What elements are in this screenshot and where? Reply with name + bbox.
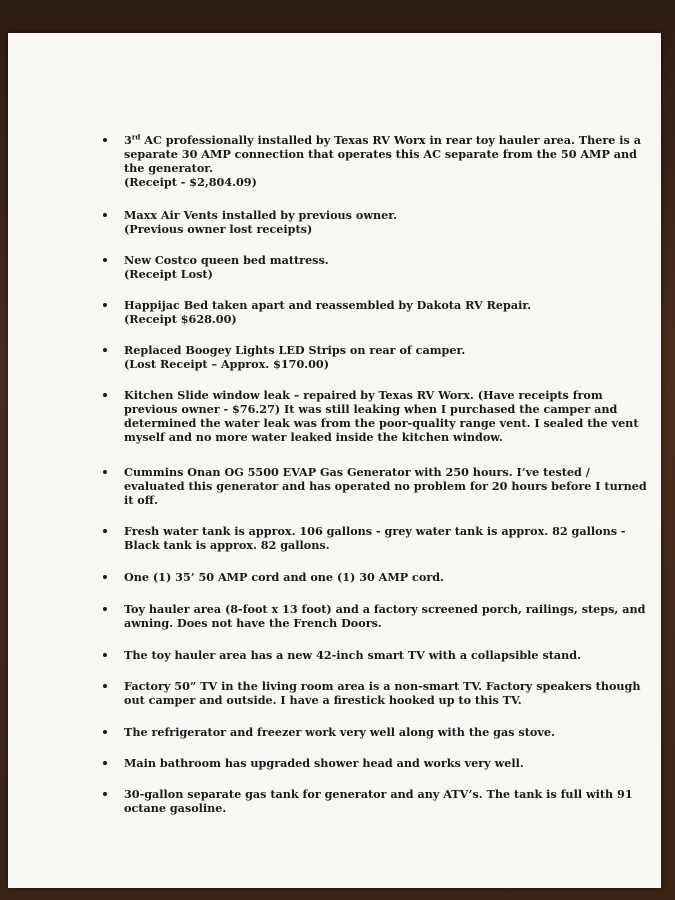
list-item: [98, 465, 647, 507]
item-line: 30-gallon separate gas tank for generator and any ATV’s. The tank is full with 91: [124, 787, 633, 801]
bullet-icon: [103, 470, 107, 474]
document-page: [8, 33, 661, 888]
ordinal-suffix: rd: [131, 132, 141, 142]
list-item: [98, 132, 641, 189]
item-line: the generator.: [124, 161, 214, 175]
item-line: New Costco queen bed mattress.: [124, 253, 329, 267]
bullet-icon: [103, 529, 107, 533]
item-line: Replaced Boogey Lights LED Strips on rear of camper.: [124, 343, 466, 357]
item-line: (Receipt $628.00): [124, 312, 237, 326]
list-item: [98, 388, 639, 444]
item-line: out camper and outside. I have a firestick hooked up to this TV.: [124, 693, 522, 707]
item-line: Toy hauler area (8-foot x 13 foot) and a factory screened porch, railings, steps, and: [124, 602, 646, 616]
bullet-icon: [103, 258, 107, 262]
bullet-icon: [103, 138, 107, 142]
ordinal-number: 3: [124, 133, 132, 147]
item-line: Happijac Bed taken apart and reassembled by Dakota RV Repair.: [124, 298, 532, 312]
bullet-icon: [103, 213, 107, 217]
bullet-icon: [103, 684, 107, 688]
list-item: [98, 602, 646, 630]
bullet-icon: [103, 393, 107, 397]
item-line: evaluated this generator and has operated no problem for 20 hours before I turned: [124, 479, 647, 493]
item-line: One (1) 35’ 50 AMP cord and one (1) 30 AMP cord.: [124, 570, 444, 584]
list-item: [98, 725, 593, 739]
list-item: [98, 648, 593, 662]
item-line: Main bathroom has upgraded shower head and works very well.: [124, 756, 524, 770]
bullet-icon: [103, 653, 107, 657]
item-line: Maxx Air Vents installed by previous owner.: [124, 208, 397, 222]
list-item: [98, 343, 593, 371]
item-line: (Lost Receipt – Approx. $170.00): [124, 357, 329, 371]
list-item: [98, 524, 626, 552]
list-item: [98, 570, 593, 584]
item-line: myself and no more water leaked inside the kitchen window.: [124, 430, 503, 444]
item-line: it off.: [124, 493, 158, 507]
bullet-icon: [103, 575, 107, 579]
bullet-icon: [103, 730, 107, 734]
bullet-icon: [103, 792, 107, 796]
item-line: octane gasoline.: [124, 801, 227, 815]
item-line: determined the water leak was from the poor-quality range vent. I sealed the vent: [124, 416, 639, 430]
list-item: [98, 679, 641, 707]
bullet-icon: [103, 761, 107, 765]
bullet-icon: [103, 348, 107, 352]
item-line: The toy hauler area has a new 42-inch smart TV with a collapsible stand.: [124, 648, 582, 662]
list-item: [98, 756, 593, 770]
list-item: [98, 253, 593, 281]
item-line: Fresh water tank is approx. 106 gallons - grey water tank is approx. 82 gallons -: [124, 524, 626, 538]
list-item: [98, 298, 593, 326]
item-line: previous owner - $76.27) It was still leaking when I purchased the camper and: [124, 402, 618, 416]
item-line: (Previous owner lost receipts): [124, 222, 313, 236]
item-line: Black tank is approx. 82 gallons.: [124, 538, 330, 552]
list-item: [98, 208, 593, 236]
item-line: Kitchen Slide window leak – repaired by Texas RV Worx. (Have receipts from: [124, 388, 603, 402]
item-line: (Receipt - $2,804.09): [124, 175, 257, 189]
item-line: (Receipt Lost): [124, 267, 213, 281]
item-line: separate 30 AMP connection that operates this AC separate from the 50 AMP and: [124, 147, 637, 161]
item-line: Factory 50” TV in the living room area is a non-smart TV. Factory speakers though: [124, 679, 641, 693]
item-line: awning. Does not have the French Doors.: [124, 616, 382, 630]
item-line: The refrigerator and freezer work very well along with the gas stove.: [124, 725, 555, 739]
item-line: Cummins Onan OG 5500 EVAP Gas Generator with 250 hours. I’ve tested /: [124, 465, 590, 479]
bullet-icon: [103, 303, 107, 307]
list-item: [98, 787, 633, 815]
bullet-icon: [103, 607, 107, 611]
item-line: 3rd AC professionally installed by Texas RV Worx in rear toy hauler area. There is a: [124, 132, 641, 147]
